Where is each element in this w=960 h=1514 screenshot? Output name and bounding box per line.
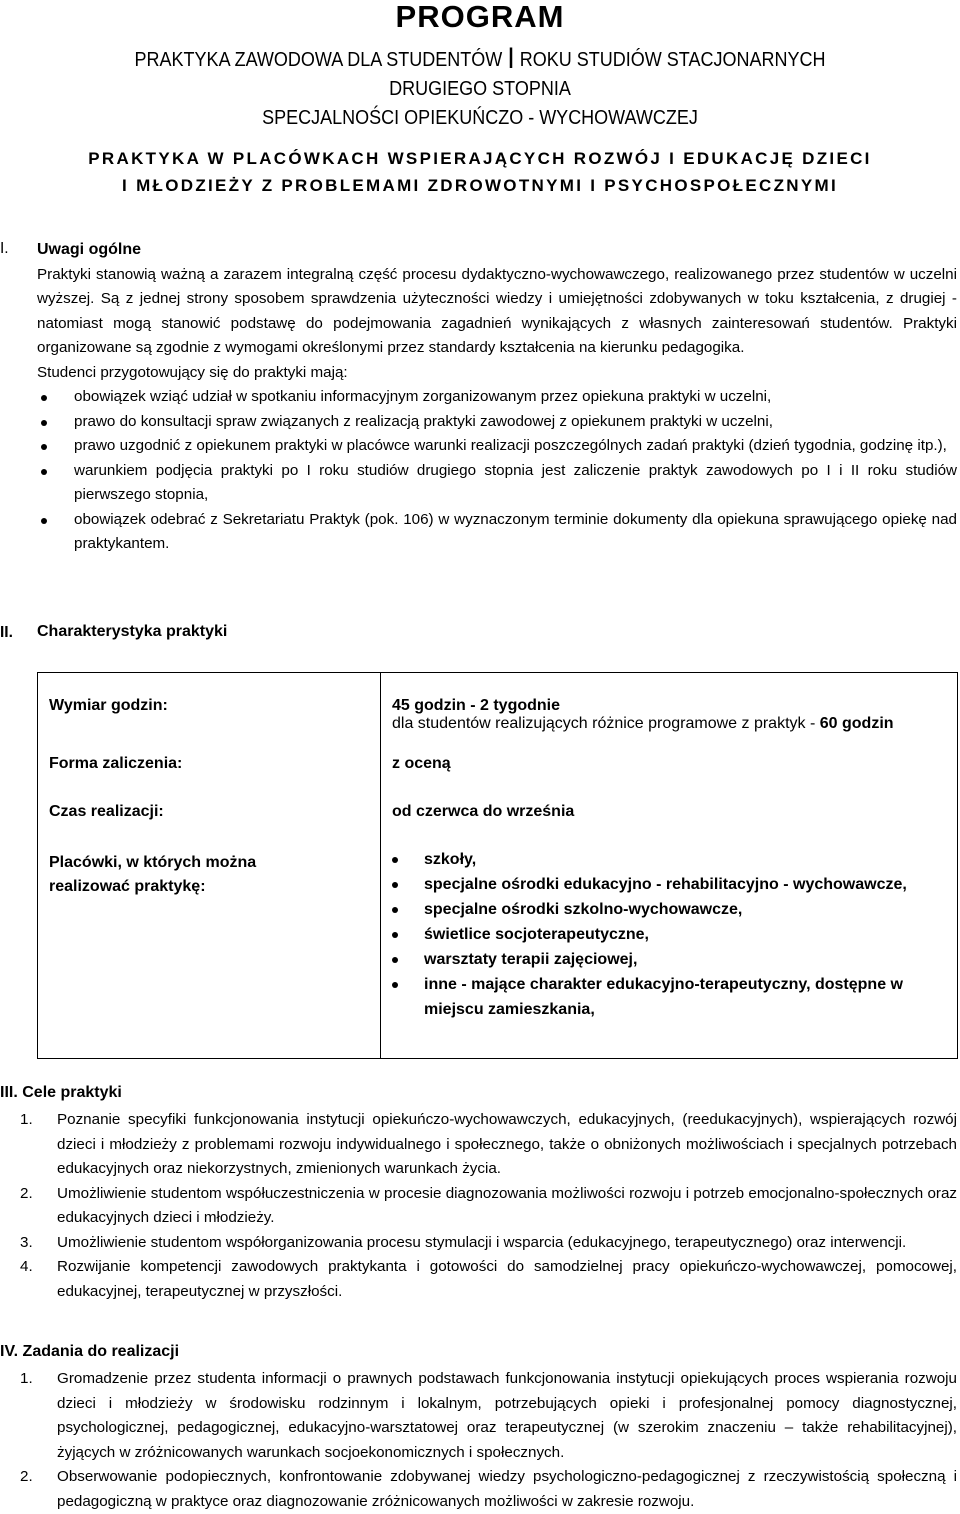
form-label-cell bbox=[38, 735, 381, 783]
list-item: obowiązek wziąć udział w spotkaniu informacyjnym zorganizowanym przez opiekuna praktyki w uczelni, bbox=[37, 385, 957, 410]
list-item: specjalne ośrodki edukacyjno - rehabilitacyjno - wychowawcze, bbox=[381, 872, 957, 897]
time-value: od czerwca do września bbox=[392, 802, 575, 820]
list-item: warsztaty terapii zajęciowej, bbox=[381, 947, 957, 972]
section-4-heading: Zadania do realizacji bbox=[22, 1343, 180, 1360]
section-3-number: III. bbox=[0, 1084, 18, 1101]
section-2-heading: Charakterystyka praktyki bbox=[37, 623, 228, 640]
form-value-cell bbox=[381, 735, 958, 783]
list-item: 3. Umożliwienie studentom współorganizowania procesu stymulacji i wsparcia (edukacyjnego, terapeutycznego) oraz interwencji. bbox=[20, 1233, 907, 1251]
hours-extra-text: dla studentów realizujących różnice programowe z praktyk - bbox=[392, 715, 816, 732]
section-3-body bbox=[20, 1108, 957, 1304]
list-item: świetlice socjoterapeutyczne, bbox=[381, 922, 957, 947]
time-label: Czas realizacji: bbox=[49, 802, 164, 820]
header-line-1-a: PRAKTYKA ZAWODOWA DLA STUDENTÓW bbox=[134, 49, 503, 71]
places-list bbox=[381, 831, 957, 1022]
page-title: PROGRAM bbox=[395, 0, 565, 34]
list-item: 2. Obserwowanie podopiecznych, konfrontowanie zdobywanej wiedzy psychologiczno-pedagogicznej z rzeczywistością społeczną i pedagogiczną w praktyce oraz diagnozowanie zróżnicowanych możliwości w zakresie rozwoju. bbox=[20, 1468, 957, 1510]
section-1-intro: Studenci przygotowujący się do praktyki mają: bbox=[37, 363, 348, 381]
section-1-bullet-list bbox=[37, 385, 957, 557]
header-line-1 bbox=[48, 44, 912, 75]
places-label: Placówki, w których można realizować praktykę: bbox=[49, 853, 257, 895]
header-banner-line-1: PRAKTYKA W PLACÓWKACH WSPIERAJĄCYCH ROZWÓJ I EDUKACJĘ DZIECI bbox=[88, 149, 872, 168]
list-item: warunkiem podjęcia praktyki po I roku studiów drugiego stopnia jest zaliczenie praktyk zawodowych po I i II roku studiów pierwszego stopnia, bbox=[37, 459, 957, 508]
section-1-number: I. bbox=[0, 240, 9, 257]
list-item-text: Poznanie specyfiki funkcjonowania instytucji opiekuńczo-wychowawczych, edukacyjnych, (reedukacyjnych), wspierających rozwój dzieci i młodzieży z problemami rozwoju indywidualnego i społecznego, także o obniżonych możliwościach i specjalnych potrzebach edukacyjnych oraz niekorzystnych, zmienionych warunkach życia. bbox=[57, 1111, 957, 1177]
section-3-list bbox=[20, 1108, 957, 1304]
section-1-body bbox=[37, 238, 957, 557]
section-3-title bbox=[0, 1084, 122, 1102]
header-banner bbox=[0, 145, 960, 199]
list-item: szkoły, bbox=[381, 847, 957, 872]
header-banner-line-2: I MŁODZIEŻY Z PROBLEMAMI ZDROWOTNYMI I PSYCHOSPOŁECZNYMI bbox=[122, 176, 838, 195]
section-1-heading: Uwagi ogólne bbox=[37, 241, 141, 258]
time-label-cell bbox=[38, 783, 381, 831]
list-item: 4. Rozwijanie kompetencji zawodowych praktykanta i gotowości do samodzielnej pracy opiekuńczo-wychowawczej, pomocowej, edukacyjnej, terapeutycznej w przyszłości. bbox=[20, 1258, 957, 1300]
form-value: z oceną bbox=[392, 754, 451, 772]
hours-extra-value: 60 godzin bbox=[819, 715, 894, 732]
list-item: 2. Umożliwienie studentom współuczestniczenia w procesie diagnozowania możliwości rozwoju i potrzeb emocjonalno-społecznych oraz edukacyjnych dzieci i młodzieży. bbox=[20, 1184, 957, 1226]
header-line-3: SPECJALNOŚCI OPIEKUŃCZO - WYCHOWAWCZEJ bbox=[262, 107, 698, 129]
list-item-text: Umożliwienie studentom współuczestniczenia w procesie diagnozowania możliwości rozwoju i potrzeb emocjonalno-społecznych oraz edukacyjnych dzieci i młodzieży. bbox=[57, 1184, 957, 1226]
list-item-text: Obserwowanie podopiecznych, konfrontowanie zdobywanej wiedzy psychologiczno-pedagogicznej z rzeczywistością społeczną i pedagogiczną w praktyce oraz diagnozowanie zróżnicowanych możliwości w zakresie rozwoju. bbox=[57, 1468, 957, 1510]
places-label-cell bbox=[38, 831, 381, 1059]
hours-label-cell bbox=[38, 673, 381, 735]
document-header bbox=[0, 0, 960, 199]
list-item-text: Rozwijanie kompetencji zawodowych praktykanta i gotowości do samodzielnej pracy opiekuńczo-wychowawczej, pomocowej, edukacyjnej, terapeutycznej w przyszłości. bbox=[57, 1258, 957, 1300]
section-4-body bbox=[20, 1367, 957, 1514]
hours-label: Wymiar godzin: bbox=[49, 697, 168, 714]
list-item: 1. Gromadzenie przez studenta informacji o prawnych podstawach funkcjonowania instytucji opiekujących proces wspierania rozwoju dzieci i młodzieży w środowisku rodzinnym i lokalnym, potrzebujących opieki i profesjonalnej pomocy diagnostycznej, psychologicznej, pedagogicznej, edukacyjno-warsztatowej oraz terapeutycznej (w szerokim znaczeniu – także rehabilitacyjnej), żyjących w zróżnicowanych warunkach socjoekonomicznych i społecznych. bbox=[20, 1370, 957, 1461]
list-item: 1. Poznanie specyfiki funkcjonowania instytucji opiekuńczo-wychowawczych, edukacyjnych, (reedukacyjnych), wspierających rozwój dzieci i młodzieży z problemami rozwoju indywidualnego i społecznego, także o obniżonych możliwościach i specjalnych potrzebach edukacyjnych oraz niekorzystnych, zmienionych warunkach życia. bbox=[20, 1111, 957, 1177]
time-value-cell bbox=[381, 783, 958, 831]
list-item: prawo uzgodnić z opiekunem praktyki w placówce warunki realizacji poszczególnych zadań praktyki (dzień tygodnia, godzinę itp.), bbox=[37, 434, 957, 459]
list-item: inne - mające charakter edukacyjno-terapeutyczny, dostępne w miejscu zamieszkania, bbox=[381, 972, 904, 1022]
places-value-cell bbox=[381, 831, 958, 1059]
list-item: obowiązek odebrać z Sekretariatu Praktyk (pok. 106) w wyznaczonym terminie dokumenty dla opiekuna sprawującego opiekę nad praktykantem. bbox=[37, 508, 957, 557]
list-item: prawo do konsultacji spraw związanych z realizacją praktyki zawodowej z opiekunem praktyki w uczelni, bbox=[37, 410, 957, 435]
section-4-number: IV. bbox=[0, 1343, 19, 1360]
section-3-heading: Cele praktyki bbox=[22, 1084, 122, 1101]
list-item: specjalne ośrodki szkolno-wychowawcze, bbox=[381, 897, 957, 922]
section-2-number: II. bbox=[0, 624, 13, 641]
list-item-text: Gromadzenie przez studenta informacji o prawnych podstawach funkcjonowania instytucji opiekujących proces wspierania rozwoju dzieci i młodzieży w środowisku rodzinnym i lokalnym, potrzebujących opieki i profesjonalnej pomocy diagnostycznej, psychologicznej, pedagogicznej, edukacyjno-warsztatowej oraz terapeutycznej (w szerokim znaczeniu – także rehabilitacyjnej), żyjących w zróżnicowanych warunkach socjoekonomicznych i społecznych. bbox=[57, 1370, 957, 1461]
practice-characteristics-table bbox=[37, 672, 958, 1059]
hours-value: 45 godzin - 2 tygodnie bbox=[392, 697, 561, 714]
hours-value-cell bbox=[381, 673, 958, 735]
header-line-1-b: ROKU STUDIÓW STACJONARNYCH bbox=[519, 49, 826, 71]
list-item-text: Umożliwienie studentom współorganizowania procesu stymulacji i wsparcia (edukacyjnego, terapeutycznego) oraz interwencji. bbox=[57, 1233, 907, 1251]
hours-value-extra bbox=[392, 715, 957, 733]
header-line-2: DRUGIEGO STOPNIA bbox=[389, 78, 571, 100]
header-year-roman: I bbox=[507, 42, 515, 75]
section-1-paragraph: Praktyki stanowią ważną a zarazem integralną część procesu dydaktyczno-wychowawczego, realizowanego przez studentów w uczelni wyższej. Są z jednej strony sposobem sprawdzenia użyteczności wiedzy i umiejętności zdobywanych w toku kształcenia, z drugiej - natomiast mogą stanowić podstawę do podejmowania zagadnień wynikających z własnych zainteresowań studentów. Praktyki organizowane są zgodnie z wymogami określonymi przez standardy kształcenia na kierunku pedagogika. bbox=[37, 265, 957, 356]
section-4-title bbox=[0, 1343, 179, 1361]
section-4-list bbox=[20, 1367, 957, 1514]
form-label: Forma zaliczenia: bbox=[49, 754, 183, 772]
